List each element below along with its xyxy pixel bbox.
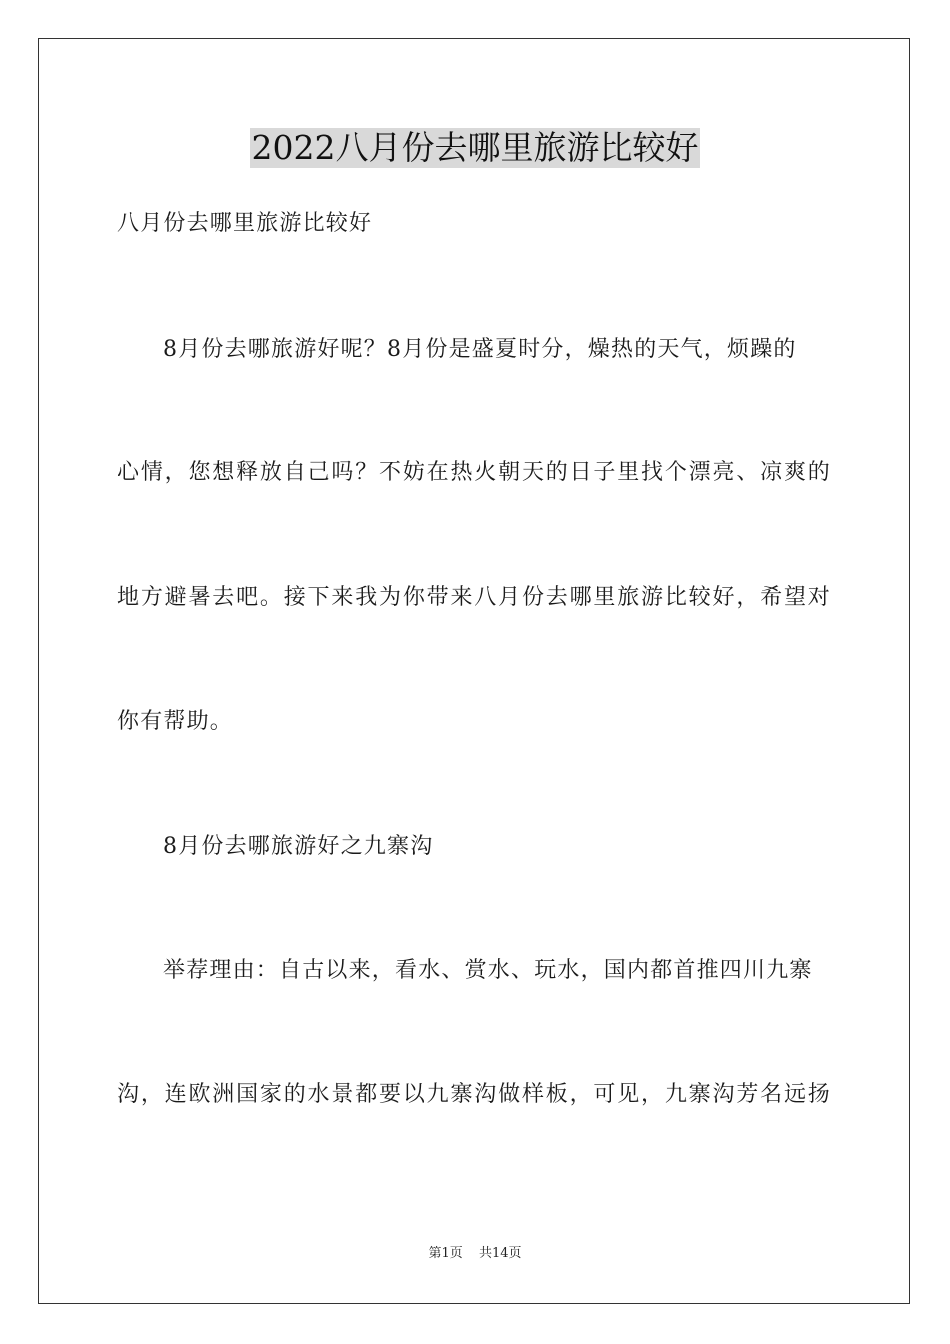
paragraph-line: 你有帮助。 [117,709,234,734]
paragraph-line: 8月份去哪旅游好呢？8月份是盛夏时分，燥热的天气，烦躁的 [163,337,797,362]
page-total: 共14页 [478,1246,522,1261]
document-title: 2022八月份去哪里旅游比较好 [251,128,699,167]
page-footer [0,1245,950,1263]
paragraph-line: 心情，您想释放自己吗？不妨在热火朝天的日子里找个漂亮、凉爽的 [117,460,831,485]
page-number: 第1页 [428,1246,463,1261]
paragraph-line: 地方避暑去吧。接下来我为你带来八月份去哪里旅游比较好，希望对 [117,585,831,610]
title-wrap [0,128,950,168]
paragraph-line: 举荐理由：自古以来，看水、赏水、玩水，国内都首推四川九寨 [163,958,813,983]
section-heading: 8月份去哪旅游好之九寨沟 [163,834,434,859]
subtitle-line: 八月份去哪里旅游比较好 [117,211,373,236]
paragraph-line: 沟，连欧洲国家的水景都要以九寨沟做样板，可见，九寨沟芳名远扬 [117,1082,831,1107]
